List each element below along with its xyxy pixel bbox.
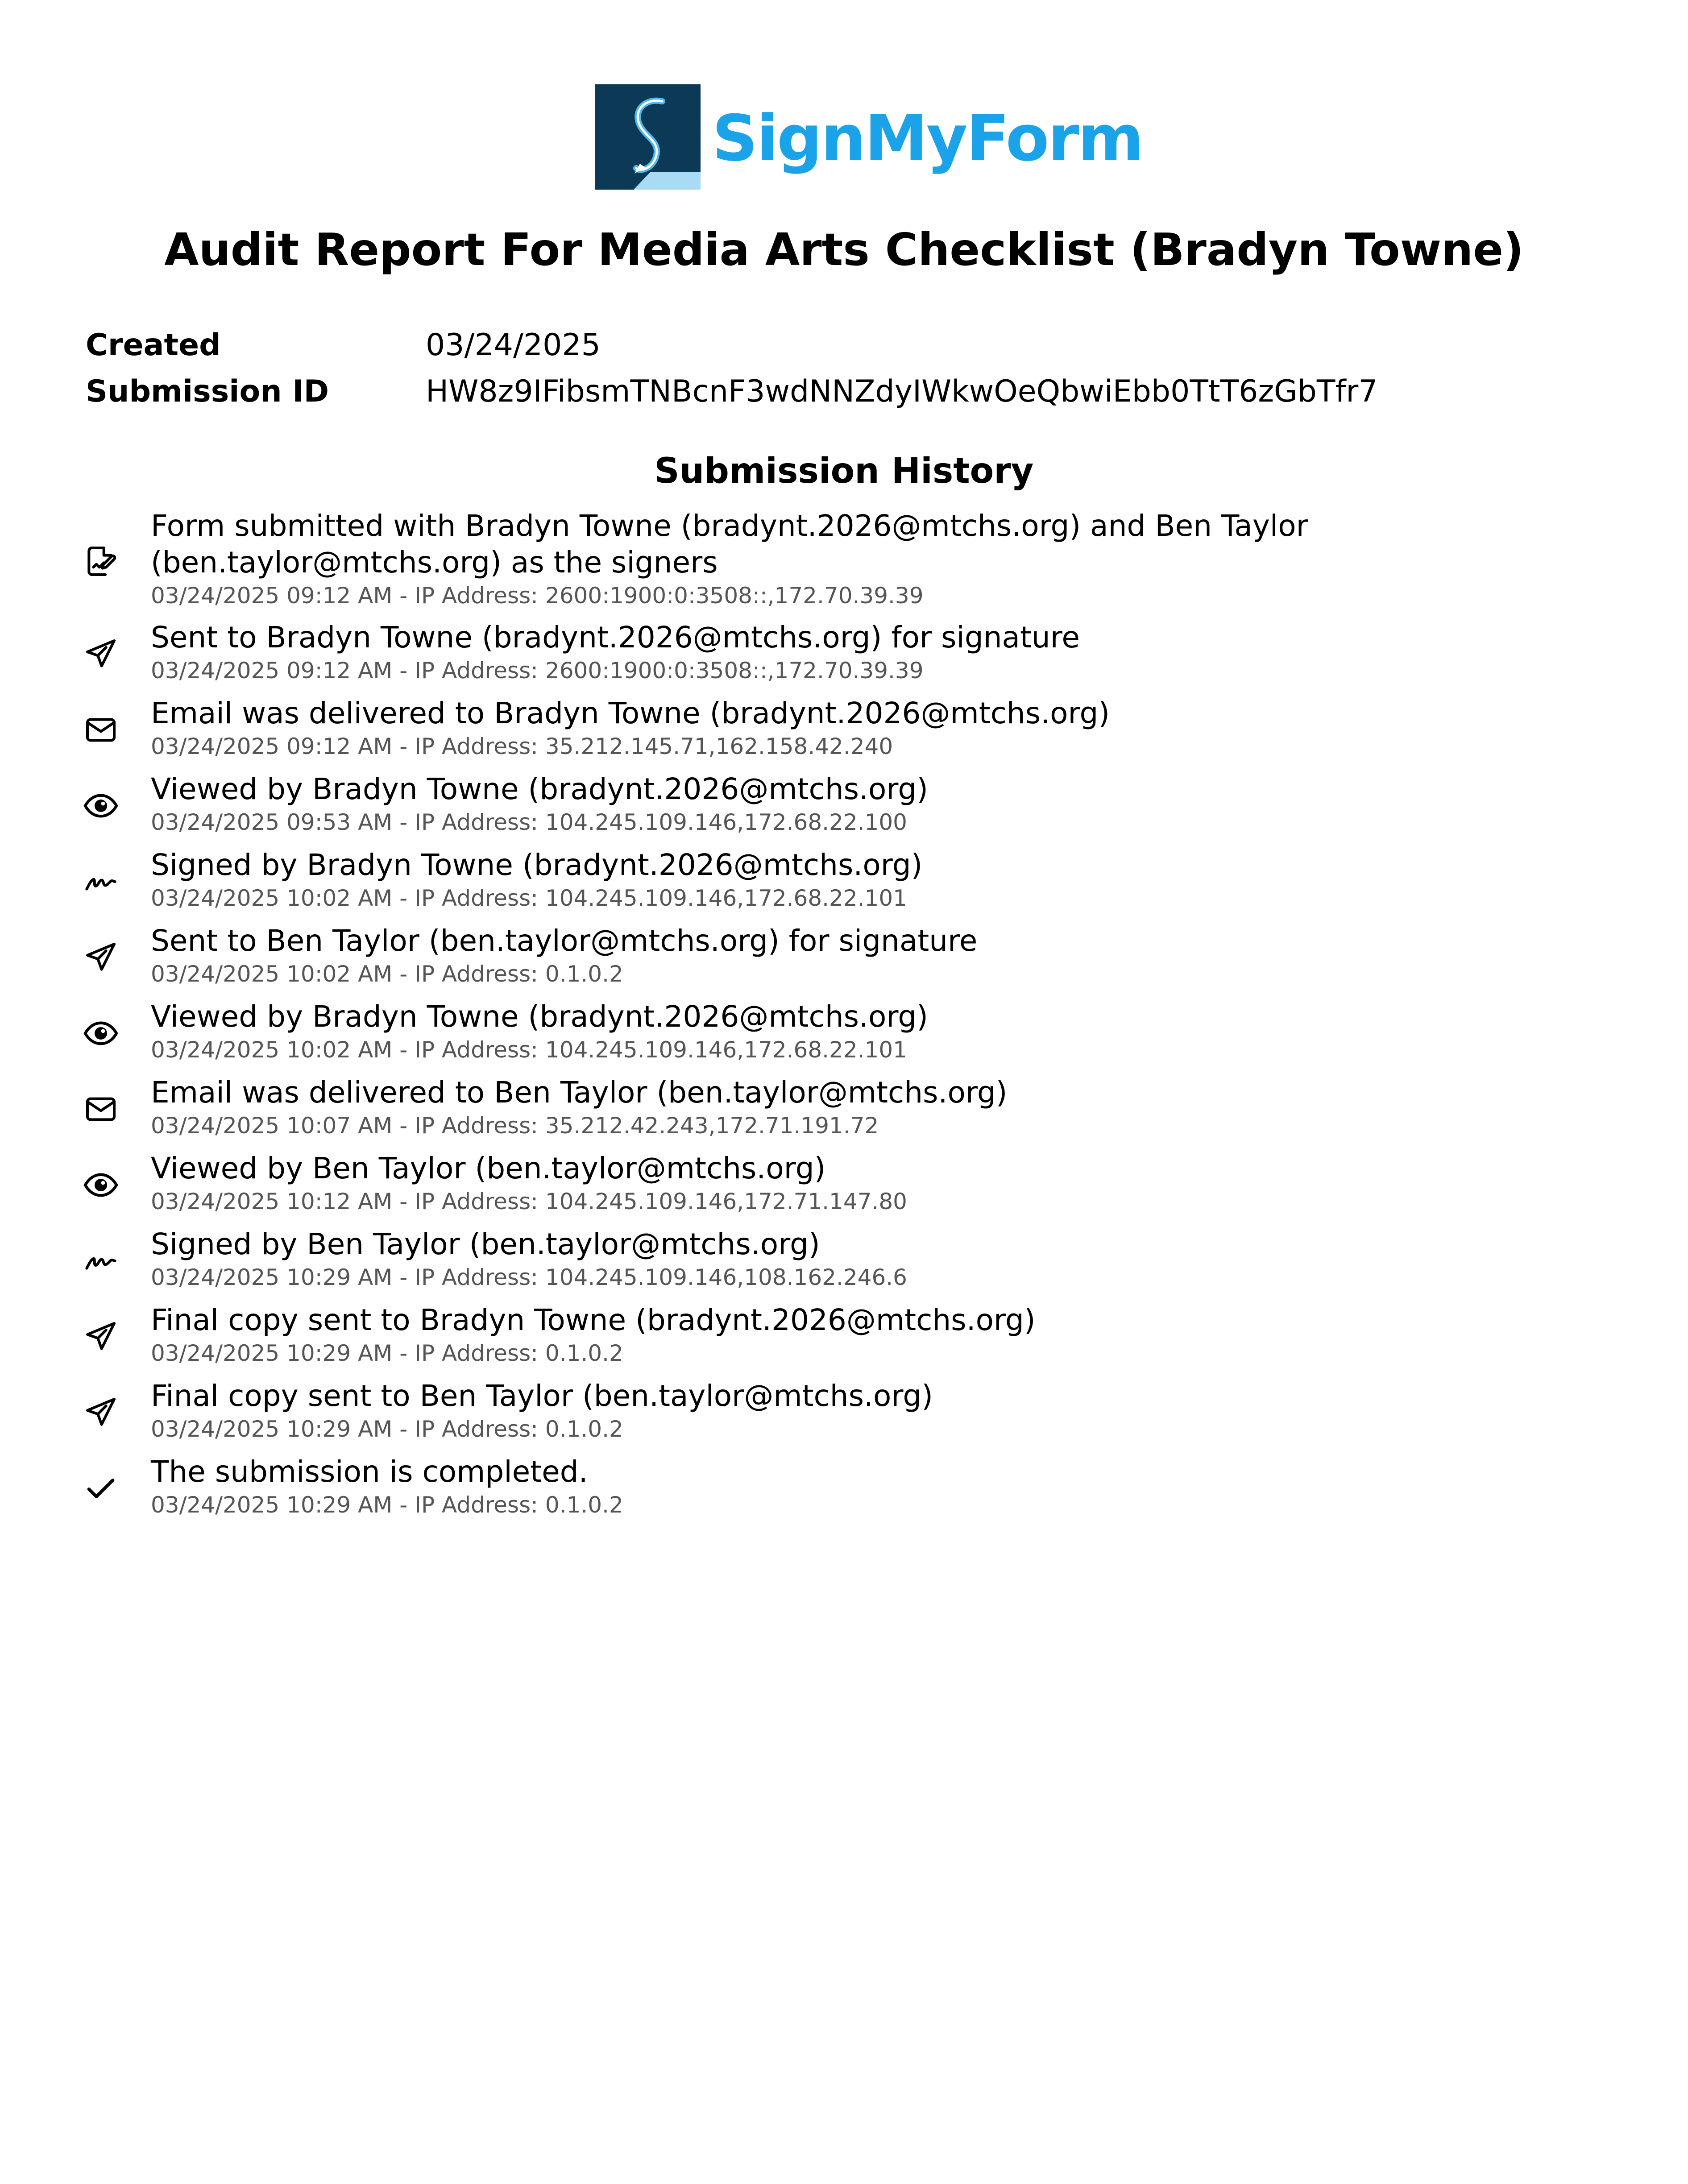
created-label: Created: [86, 327, 221, 363]
event-text: [151, 1226, 1614, 1292]
brand-name-part2: MyForm: [864, 102, 1143, 175]
event-timestamp-ip: 03/24/2025 10:02 AM - IP Address: 104.245.109.146,172.68.22.101: [151, 885, 907, 911]
event-description: Form submitted with Bradyn Towne (bradynt.2026@mtchs.org) and Ben Taylor (ben.taylor@mtchs.org) as the signers: [151, 509, 1308, 580]
event-description: Sent to Ben Taylor (ben.taylor@mtchs.org) for signature: [151, 924, 978, 958]
event-text: [151, 1074, 1614, 1140]
event-description: Viewed by Bradyn Towne (bradynt.2026@mtchs.org): [151, 999, 929, 1034]
event-description: Viewed by Bradyn Towne (bradynt.2026@mtchs.org): [151, 772, 929, 806]
brand-name-part1: Sign: [712, 102, 865, 175]
event-timestamp-ip: 03/24/2025 09:12 AM - IP Address: 2600:1900:0:3508::,172.70.39.39: [151, 583, 924, 609]
eye-icon: [83, 1015, 119, 1051]
event-description: Final copy sent to Bradyn Towne (bradynt.2026@mtchs.org): [151, 1303, 1036, 1337]
created-row: [86, 320, 601, 369]
event-description: Signed by Bradyn Towne (bradynt.2026@mtchs.org): [151, 848, 923, 882]
event-text: [151, 1302, 1614, 1368]
signmyform-logo-icon: [595, 84, 701, 190]
event-timestamp-ip: 03/24/2025 10:02 AM - IP Address: 0.1.0.2: [151, 961, 623, 987]
created-value: 03/24/2025: [426, 327, 601, 363]
event-text: [151, 1150, 1614, 1216]
event-timestamp-ip: 03/24/2025 10:07 AM - IP Address: 35.212.42.243,172.71.191.72: [151, 1113, 879, 1139]
submission-id-row: [86, 367, 1378, 416]
event-description: Email was delivered to Bradyn Towne (bradynt.2026@mtchs.org): [151, 696, 1110, 730]
event-text: [151, 508, 1614, 610]
event-description: The submission is completed.: [151, 1455, 588, 1489]
brand-name: [712, 102, 1143, 175]
event-timestamp-ip: 03/24/2025 09:12 AM - IP Address: 35.212.145.71,162.158.42.240: [151, 734, 893, 759]
event-description: Email was delivered to Ben Taylor (ben.taylor@mtchs.org): [151, 1075, 1008, 1110]
event-text: [151, 771, 1614, 837]
event-description: Final copy sent to Ben Taylor (ben.taylor@mtchs.org): [151, 1379, 933, 1413]
send-icon: [83, 636, 119, 672]
event-timestamp-ip: 03/24/2025 10:29 AM - IP Address: 0.1.0.2: [151, 1492, 623, 1518]
event-text: [151, 923, 1614, 989]
send-icon: [83, 1395, 119, 1430]
report-title: Audit Report For Media Arts Checklist (Bradyn Towne): [164, 224, 1524, 276]
event-text: [151, 999, 1614, 1065]
event-description: Viewed by Ben Taylor (ben.taylor@mtchs.org): [151, 1151, 826, 1185]
envelope-icon: [83, 1091, 119, 1127]
send-icon: [83, 1319, 119, 1355]
envelope-icon: [83, 712, 119, 748]
event-text: [151, 695, 1614, 761]
checkmark-icon: [83, 1471, 119, 1506]
signature-icon: [83, 1243, 119, 1279]
submission-id-value: HW8z9IFibsmTNBcnF3wdNNZdyIWkwOeQbwiEbb0TtT6zGbTfr7: [426, 373, 1378, 409]
form-edit-icon: [83, 543, 119, 579]
event-timestamp-ip: 03/24/2025 09:53 AM - IP Address: 104.245.109.146,172.68.22.100: [151, 809, 907, 835]
send-icon: [83, 940, 119, 975]
event-description: Signed by Ben Taylor (ben.taylor@mtchs.org): [151, 1227, 820, 1261]
event-description: Sent to Bradyn Towne (bradynt.2026@mtchs.org) for signature: [151, 620, 1080, 655]
submission-history-title: Submission History: [654, 451, 1034, 491]
signature-icon: [83, 864, 119, 899]
eye-icon: [83, 788, 119, 824]
brand-logo: [595, 84, 1142, 190]
event-timestamp-ip: 03/24/2025 10:12 AM - IP Address: 104.245.109.146,172.71.147.80: [151, 1189, 907, 1214]
event-text: [151, 1378, 1614, 1444]
event-text: [151, 619, 1614, 685]
event-text: [151, 847, 1614, 913]
eye-icon: [83, 1167, 119, 1203]
event-text: [151, 1454, 1614, 1520]
event-timestamp-ip: 03/24/2025 09:12 AM - IP Address: 2600:1900:0:3508::,172.70.39.39: [151, 658, 924, 684]
event-timestamp-ip: 03/24/2025 10:29 AM - IP Address: 0.1.0.2: [151, 1416, 623, 1442]
event-timestamp-ip: 03/24/2025 10:29 AM - IP Address: 0.1.0.2: [151, 1340, 623, 1366]
event-timestamp-ip: 03/24/2025 10:02 AM - IP Address: 104.245.109.146,172.68.22.101: [151, 1037, 907, 1063]
event-timestamp-ip: 03/24/2025 10:29 AM - IP Address: 104.245.109.146,108.162.246.6: [151, 1264, 907, 1290]
submission-id-label: Submission ID: [86, 373, 329, 409]
